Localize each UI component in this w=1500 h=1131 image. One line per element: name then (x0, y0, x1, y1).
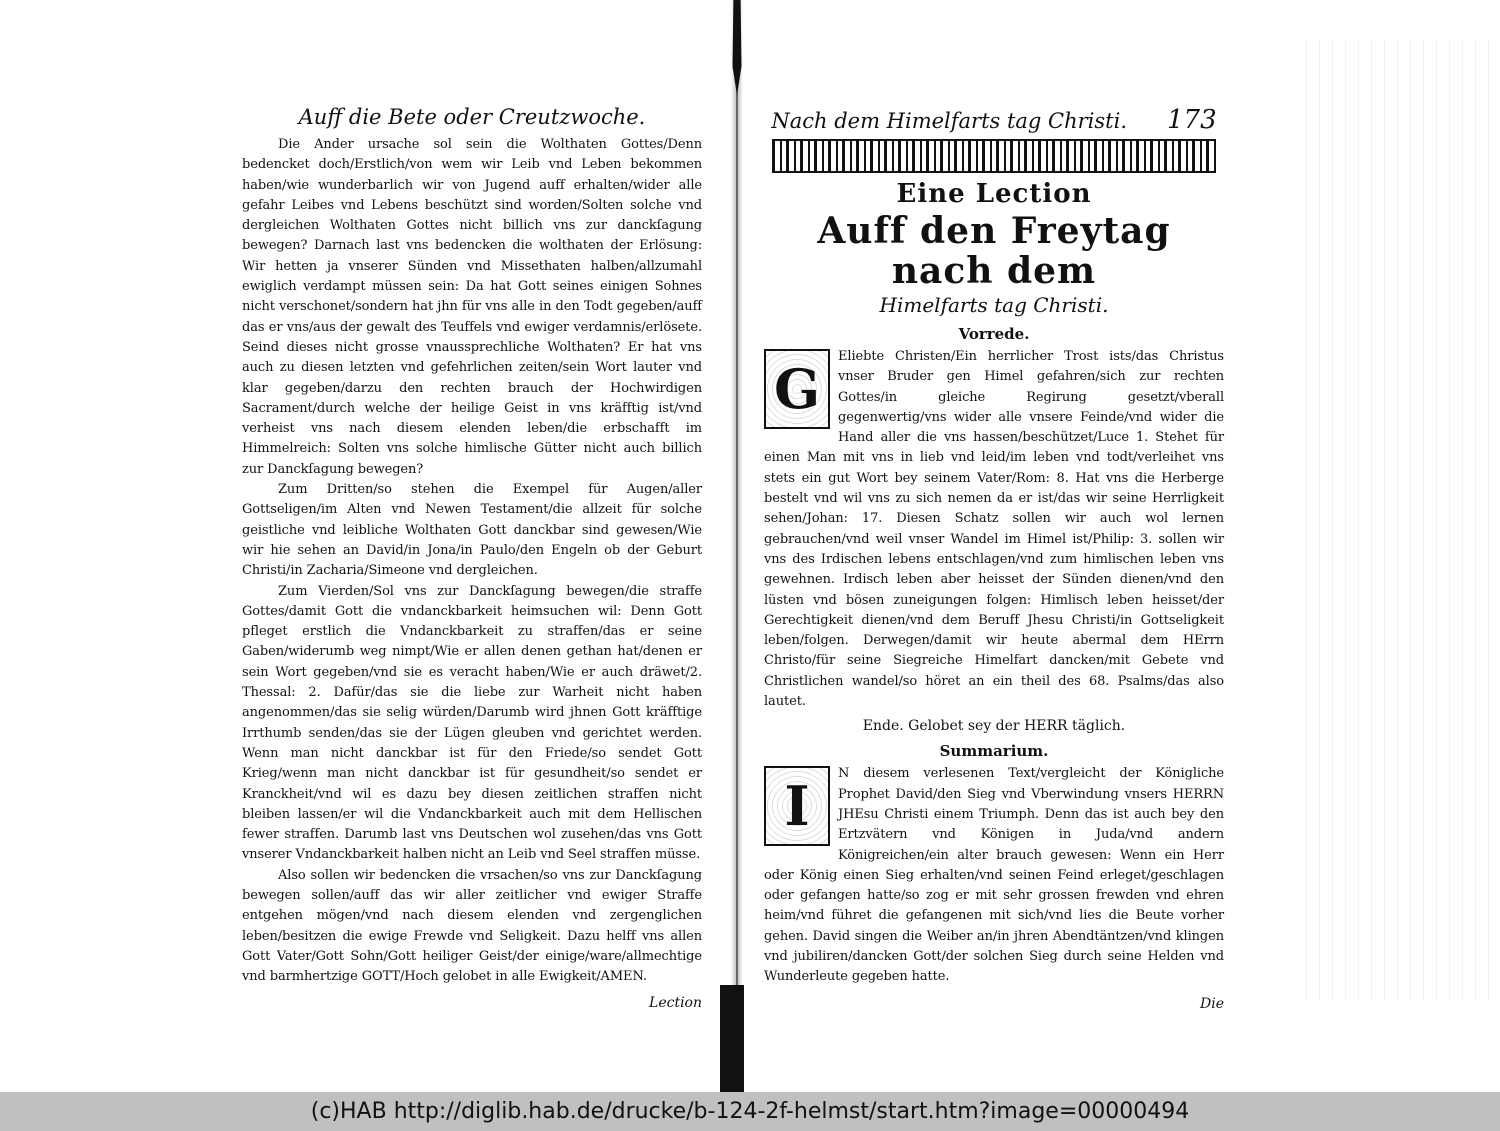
left-paragraph: Zum Dritten/so stehen die Exempel für Augen/aller Gottseligen/im Alten vnd Newen Testament/die allzeit für solche geistliche vnd leibliche Wolthaten Gott danckbar sind gewesen/Wie wir hie sehen an David/in Jona/in Paulo/den Engeln ob der Geburt Christi/in Zacharia/Simeone vnd dergleichen. (242, 482, 702, 579)
right-catchword: Die (1200, 995, 1224, 1012)
left-page (242, 105, 702, 1011)
preface-text: Eliebte Christen/Ein herrlicher Trost ists/das Christus vnser Bruder gen Himel gefahren/sich zur rechten Gottes/in gleiche Regirung gesetzt/vberall gegenwertig/vns wider alle vnsere Feinde/vnd wider die Hand aller die vns hassen/beschützet/Luce 1. Stehet für einen Man mit vns in lieb vnd leid/im leben vnd todt/verleihet vns stets ein gut Wort bey seinem Vater/Rom: 8. Hat vns die Herberge bestelt vnd wil vns zu sich nemen da er ist/das wir seine Herrligkeit sehen/Johan: 17. Diesen Schatz sollen wir auch wol lernen gebrauchen/vnd weil vnser Wandel im Himel ist/Philip: 3. sollen wir vns des Irdischen lebens entschlagen/vnd zum himlischen leben vns gewehnen. Irdisch leben aber heisset der Sünden dienen/vnd den lüsten vnd bösen zuneigungen folgen: Himlisch leben heisset/der Gerechtigkeit dienen/vnd dem Beruff Jhesu Christi/in Gottseligkeit leben/folgen. Derwegen/damit wir heute abermal dem HErrn Christo/für seine Siegreiche Himelfart dancken/mit Gebete vnd Christlichen wandel/so höret an ein theil des 68. Psalms/das also lautet. (764, 349, 1224, 710)
left-paragraph: Zum Vierden/Sol vns zur Danckſagung bewegen/die straffe Gottes/damit Gott die vndanckbarkeit heimsuchen wil: Denn Gott pfleget erstlich die Vndanckbarkeit zu straffen/das er seine Gaben/widerumb weg nimpt/Wie er allen denen gethan hat/denen er sein Wort gegeben/vnd sie es veracht haben/Wie er auch dräwet/2. Thessal: 2. Dafür/das sie die liebe zur Warheit nicht haben angenommen/das sie selig würden/Darumb wird jhnen Gott kräfftige Irrthumb senden/das sie der Lügen gleuben vnd gerichtet werden. Wenn man nicht danckbar ist für den Friede/so sendet Gott Krieg/wenn man nicht danckbar ist für gesundheit/so sendet er Kranckheit/vnd wil es dazu bey diesen zeitlichen straffen nicht bleiben lassen/er wil die Vndanckbarkeit auch mit dem Hellischen fewer straffen. Darumb last vns Deutschen wol zusehen/das vns Gott vnserer Vndanckbarkeit halben nicht an Leib vnd Seel straffen müsse. (242, 583, 702, 863)
summary-text: N diesem verlesenen Text/vergleicht der Königliche Prophet David/den Sieg vnd Vberwindung vnsers HERRN JHEsu Christi einem Triumph. Denn das ist auch bey den Ertzvätern vnd Königen in Juda/vnd andern Königreichen/ein alter brauch gewesen: Wenn ein Herr oder König einen Sieg erhalten/vnd seinen Feind erleget/geschlagen oder gefangen hatte/so zog er mit sehr grossen frewden vnd ehren heim/vnd führet die gefangenen mit sich/vnd lies die Beute vorher gehen. David singen die Weiber an/in jhren Abendtäntzen/vnd klingen vnd jubiliren/dancken Gott/der solchen Sieg durch seine Helden vnd Wunderleute gegeben hatte. (764, 766, 1224, 985)
left-running-head: Auff die Bete oder Creutzwoche. (298, 105, 646, 129)
page-edge-texture (1300, 40, 1490, 1000)
summary-text-block (764, 764, 1224, 987)
summary-drop-cap: I (764, 766, 830, 846)
book-gutter (731, 0, 743, 1092)
lection-title: Eine Lection (896, 179, 1092, 209)
copyright-credit: (c)HAB http://diglib.hab.de/drucke/b-124-2f-helmst/start.htm?image=00000494 (310, 1099, 1190, 1124)
preface-closing: Ende. Gelobet sey der HERR täglich. (862, 718, 1126, 735)
right-running-head-row (764, 105, 1224, 135)
page-number: 173 (1167, 105, 1217, 135)
summary-label: Summarium. (939, 742, 1049, 761)
binding-clip-bottom (720, 985, 744, 1092)
right-page (764, 105, 1224, 1012)
copyright-footer (0, 1092, 1500, 1131)
left-paragraph: Also sollen wir bedencken die vrsachen/so vns zur Danckſagung bewegen sollen/auff das wir aller zeitlicher vnd ewiger Straffe entgehen mögen/vnd nach diesem elenden vnd zergenglichen leben/besitzen die ewige Frewde vnd Seligkeit. Dazu helff vns allen Gott Vater/Gott Sohn/Gott heiliger Geist/der einige/ware/allmechtige vnd barmhertzige GOTT/Hoch gelobet in alle Ewigkeit/AMEN. (242, 867, 702, 985)
ornamental-border (772, 139, 1216, 173)
preface-label: Vorrede. (958, 325, 1030, 343)
left-body-text (242, 135, 702, 987)
right-running-head: Nach dem Himelfarts tag Christi. (771, 109, 1128, 133)
preface-drop-cap: G (764, 349, 830, 429)
friday-title: Auff den Freytag nach dem (817, 210, 1171, 292)
preface-text-block (764, 347, 1224, 712)
ascension-subtitle: Himelfarts tag Christi. (879, 293, 1109, 317)
left-catchword: Lection (649, 995, 702, 1012)
left-paragraph: Die Ander ursache sol sein die Wolthaten Gottes/Denn bedencket doch/Erstlich/von wem wir Leib vnd Leben bekommen haben/wie wunderbarlich wir von Jugend auff erhalten/wider alle gefahr Leibes vnd Lebens beschützt sind worden/Solten solche vnd dergleichen Wolthaten Gottes nicht billich vns zur danckſagung bewegen? Darnach last vns bedencken die wolthaten der Erlösung: Wir hetten ja vnserer Sünden vnd Missethaten halben/allzumahl ewiglich verdampt müssen sein: Da hat Gott seines einigen Sohnes nicht verschonet/sondern hat jhn für vns alle in den Todt gegeben/auff das er vns/aus der gewalt des Teuffels vnd ewiger verdamnis/erlösete. Seind dieses nicht grosse vnaussprechliche Wolthaten? Er hat vns auch zu diesen letzten vnd gefehrlichen zeiten/sein Wort lauter vnd klar gegeben/darzu den rechten brauch der Hochwirdigen Sacrament/durch welche der heilige Geist in vns kräfftig ist/vnd verheist vns nach diesem elenden leben/die erbschafft im Himmelreich: Solten vns solche himlische Gütter nicht auch billich zur Danckſagung bewegen? (242, 137, 702, 477)
